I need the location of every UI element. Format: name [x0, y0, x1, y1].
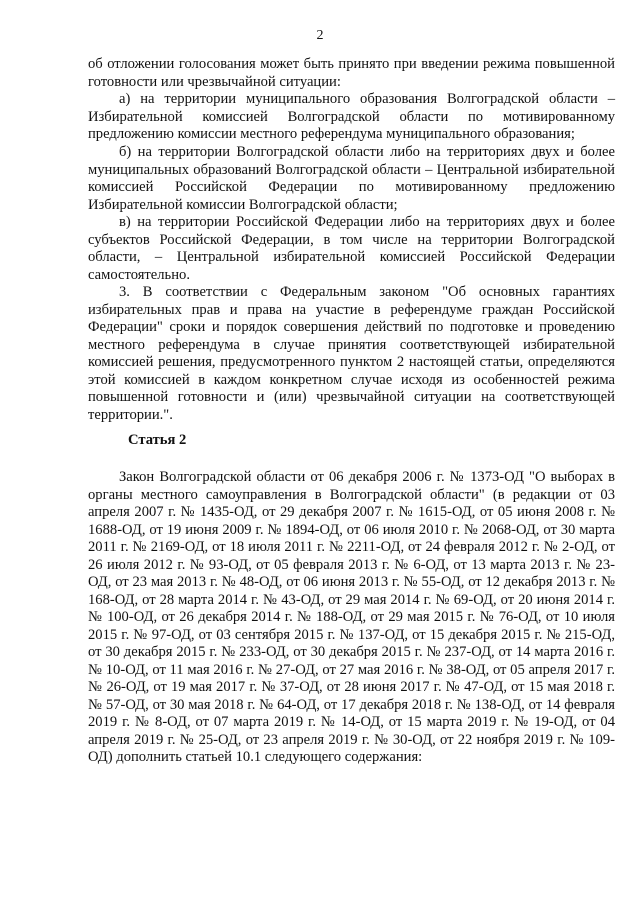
- article-2-text: Закон Волгоградской области от 06 декабря 2006 г. № 1373-ОД "О выборах в органы местного самоуправления в Волгоградской области" (в редакции от 03 апреля 2007 г. № 1435-ОД, от 29 декабря 2007 г. № 1615-ОД, от 05 июня 2008 г. № 1688-ОД, от 19 июня 2009 г. № 1894-ОД, от 06 июля 2010 г. № 2068-ОД, от 30 марта 2011 г. № 2169-ОД, от 18 июля 2011 г. № 2211-ОД, от 24 февраля 2012 г. № 2-ОД, от 26 июля 2012 г. № 93-ОД, от 05 февраля 2013 г. № 6-ОД, от 13 марта 2013 г. № 23-ОД, от 23 мая 2013 г. № 48-ОД, от 06 июня 2013 г. № 55-ОД, от 12 декабря 2013 г. № 168-ОД, от 28 марта 2014 г. № 43-ОД, от 29 мая 2014 г. № 69-ОД, от 20 июня 2014 г. № 100-ОД, от 26 декабря 2014 г. № 188-ОД, от 29 мая 2015 г. № 76-ОД, от 10 июля 2015 г. № 97-ОД, от 03 сентября 2015 г. № 137-ОД, от 15 декабря 2015 г. № 215-ОД, от 30 декабря 2015 г. № 233-ОД, от 30 декабря 2015 г. № 237-ОД, от 14 марта 2016 г. № 10-ОД, от 11 мая 2016 г. № 27-ОД, от 27 мая 2016 г. № 38-ОД, от 05 апреля 2017 г. № 26-ОД, от 19 мая 2017 г. № 37-ОД, от 28 июня 2017 г. № 47-ОД, от 15 мая 2018 г. № 57-ОД, от 30 мая 2018 г. № 64-ОД, от 17 декабря 2018 г. № 138-ОД, от 14 февраля 2019 г. № 8-ОД, от 07 марта 2019 г. № 14-ОД, от 15 марта 2019 г. № 19-ОД, от 04 апреля 2019 г. № 25-ОД, от 23 апреля 2019 г. № 30-ОД, от 22 ноября 2019 г. № 109-ОД) дополнить статьей 10.1 следующего содержания:: [88, 469, 615, 765]
- paragraph-item-v: в) на территории Российской Федерации либо на территориях двух и более субъектов Российской Федерации, в том числе на территории Волгоградской области, – Центральной избирательной комиссией Российской Федерации самостоятельно.: [88, 214, 615, 283]
- paragraph-point-3: 3. В соответствии с Федеральным законом "Об основных гарантиях избирательных прав и права на участие в референдуме граждан Российской Федерации" сроки и порядок совершения действий по подготовке и проведению местного референдума в случае принятия соответствующей избирательной комиссией решения, предусмотренного пунктом 2 настоящей статьи, определяются этой комиссией в каждом конкретном случае исходя из особенностей режима повышенной готовности и (или) чрезвычайной ситуации на соответствующей территории.".: [88, 284, 615, 423]
- paragraph-item-a: а) на территории муниципального образования Волгоградской области – Избирательной комиссией Волгоградской области по мотивированному предложению комиссии местного референдума муниципального образования;: [88, 91, 615, 142]
- paragraph-intro: об отложении голосования может быть принято при введении режима повышенной готовности или чрезвычайной ситуации:: [88, 56, 615, 90]
- page-number: 2: [316, 28, 324, 43]
- paragraph-item-b: б) на территории Волгоградской области либо на территориях двух и более муниципальных образований Волгоградской области – Центральной избирательной комиссией Российской Федерации по мотивированному предложению Избирательной комиссии Волгоградской области;: [88, 144, 615, 213]
- article-heading: Статья 2: [128, 432, 187, 448]
